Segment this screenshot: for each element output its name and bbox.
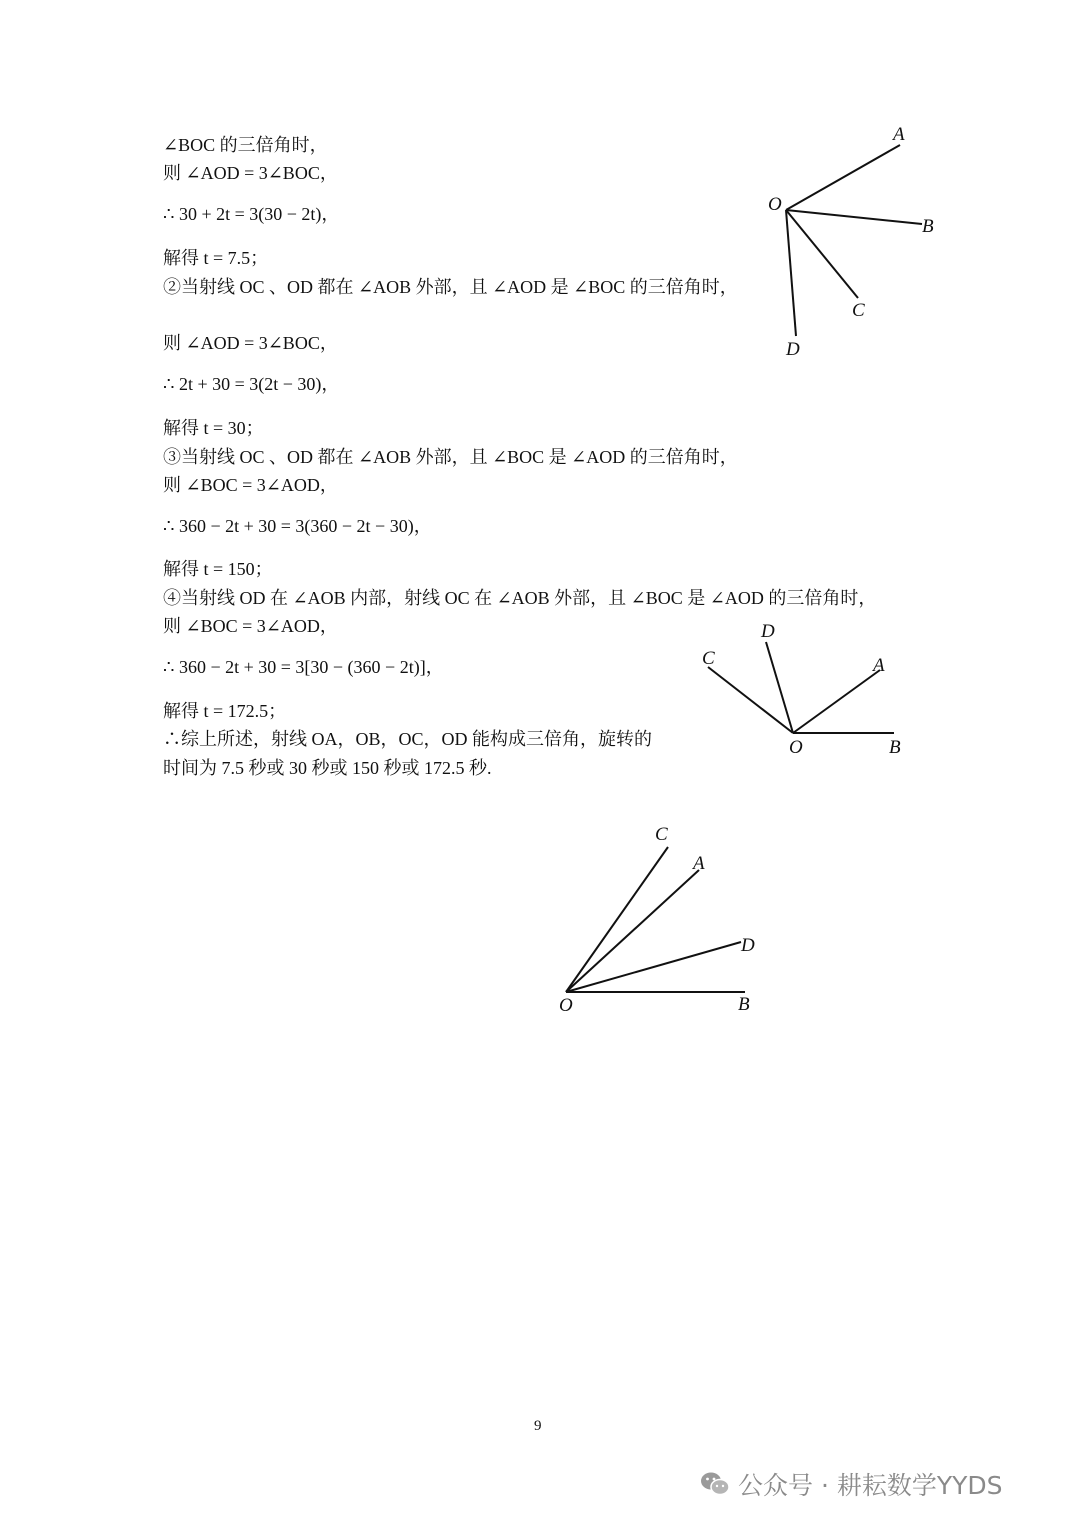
label-O: O bbox=[768, 194, 782, 215]
label-A: A bbox=[893, 124, 905, 145]
text-line: 时间为 7.5 秒或 30 秒或 150 秒或 172.5 秒. bbox=[163, 758, 492, 778]
text-line: 解得 t = 172.5； bbox=[163, 701, 287, 721]
label-O: O bbox=[789, 737, 803, 758]
text-line: ∠BOC 的三倍角时， bbox=[163, 135, 328, 155]
watermark bbox=[700, 1466, 1003, 1502]
label-C: C bbox=[852, 300, 865, 321]
label-B: B bbox=[738, 994, 750, 1015]
label-C: C bbox=[655, 824, 668, 845]
text-line: ∴ 2t + 30 = 3(2t − 30)， bbox=[163, 374, 340, 394]
wechat-icon bbox=[700, 1471, 730, 1497]
text-line: ∴ 360 − 2t + 30 = 3[30 − (360 − 2t)]， bbox=[163, 657, 444, 677]
text-line: 解得 t = 30； bbox=[163, 418, 264, 438]
label-A: A bbox=[693, 853, 705, 874]
figure-3 bbox=[559, 824, 755, 1016]
label-O: O bbox=[559, 995, 573, 1016]
label-D: D bbox=[761, 621, 775, 642]
text-line: 则 ∠AOD = 3∠BOC， bbox=[163, 333, 338, 353]
ray-OC bbox=[566, 847, 668, 992]
ray-OC bbox=[786, 210, 858, 298]
text-line: 解得 t = 150； bbox=[163, 559, 273, 579]
text-line: ④当射线 OD 在 ∠AOB 内部，射线 OC 在 ∠AOB 外部，且 ∠BOC 是 ∠AOD 的三倍角时， bbox=[163, 588, 877, 608]
label-D: D bbox=[786, 339, 800, 360]
label-C: C bbox=[702, 648, 715, 669]
text-line: ∴ 30 + 2t = 3(30 − 2t)， bbox=[163, 204, 340, 224]
text-line: ③当射线 OC 、OD 都在 ∠AOB 外部，且 ∠BOC 是 ∠AOD 的三倍角时， bbox=[163, 447, 738, 467]
text-line: 则 ∠BOC = 3∠AOD， bbox=[163, 616, 338, 636]
page-number: 9 bbox=[534, 1418, 542, 1434]
ray-OB bbox=[786, 210, 922, 224]
ray-OC bbox=[708, 667, 793, 733]
text-line: 则 ∠AOD = 3∠BOC， bbox=[163, 163, 338, 183]
text-line: 解得 t = 7.5； bbox=[163, 248, 269, 268]
label-B: B bbox=[922, 216, 934, 237]
text-line: ∴综上所述，射线 OA，OB，OC，OD 能构成三倍角，旋转的 bbox=[163, 729, 653, 749]
figure-2 bbox=[702, 621, 901, 758]
text-line: 则 ∠BOC = 3∠AOD， bbox=[163, 475, 338, 495]
label-B: B bbox=[889, 737, 901, 758]
label-D: D bbox=[741, 935, 755, 956]
watermark-text: 公众号 · 耕耘数学YYDS bbox=[738, 1471, 1003, 1500]
text-line: ∴ 360 − 2t + 30 = 3(360 − 2t − 30)， bbox=[163, 516, 432, 536]
ray-OD bbox=[766, 642, 793, 733]
figure-1 bbox=[768, 124, 934, 360]
ray-OD bbox=[786, 210, 796, 336]
text-line: ②当射线 OC 、OD 都在 ∠AOB 外部，且 ∠AOD 是 ∠BOC 的三倍角时， bbox=[163, 277, 738, 297]
label-A: A bbox=[873, 655, 885, 676]
ray-OA bbox=[793, 670, 880, 733]
ray-OA bbox=[786, 145, 900, 210]
